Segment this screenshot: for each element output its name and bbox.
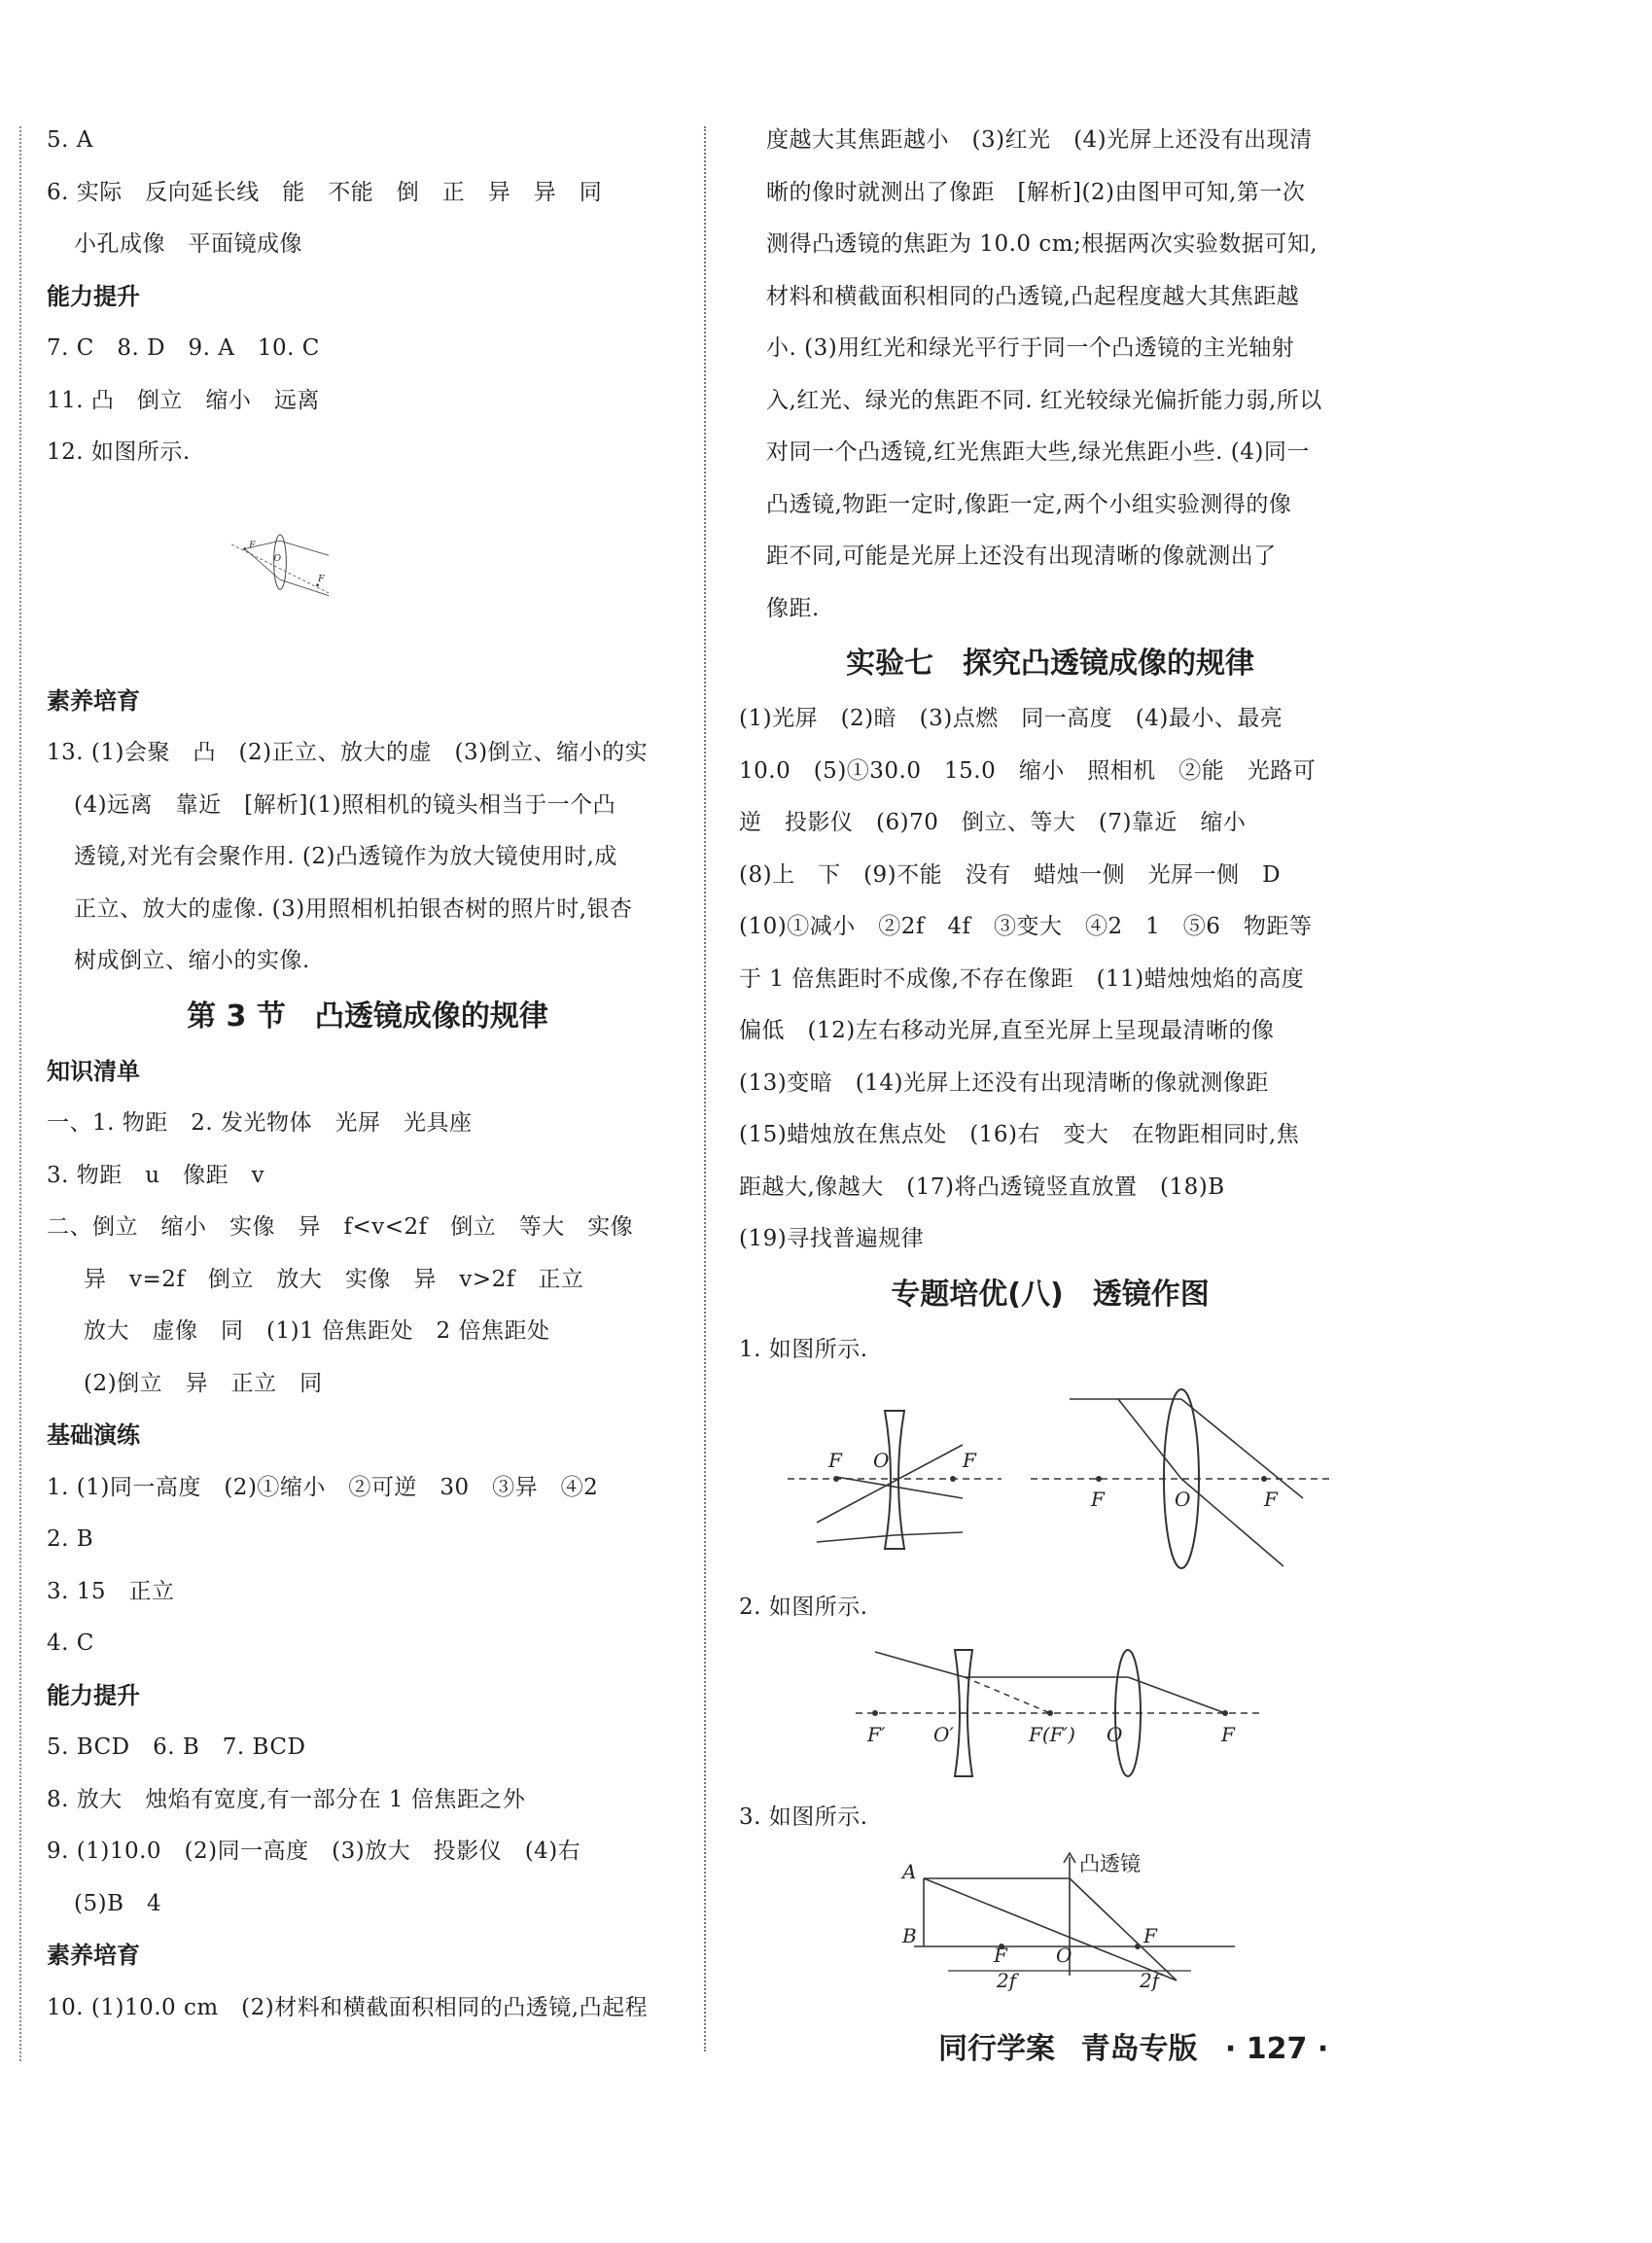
fig1-F-right: F (1091, 1488, 1105, 1511)
column-divider (704, 126, 706, 2051)
answer-line: 异 v=2f 倒立 放大 实像 异 v>2f 正立 (84, 1266, 584, 1292)
answer-line: 于 1 倍焦距时不成像,不存在像距 (11)蜡烛烛焰的高度 (739, 965, 1305, 992)
right-column (739, 115, 1361, 2001)
fig1-F-right2: F (1264, 1488, 1278, 1511)
section-title-3: 第 3 节 凸透镜成像的规律 (187, 999, 548, 1034)
page-footer (938, 2024, 1328, 2067)
fig2-O-label: O (1107, 1722, 1123, 1746)
answer-line: 测得凸透镜的焦距为 10.0 cm;根据两次实验数据可知, (766, 231, 1318, 257)
answer-line: 凸透镜,物距一定时,像距一定,两个小组实验测得的像 (766, 491, 1292, 517)
experiment-7-title: 实验七 探究凸透镜成像的规律 (846, 647, 1254, 681)
section-heading-suyang: 素养培育 (47, 686, 140, 715)
answer-line: 树成倒立、缩小的实像. (74, 948, 310, 973)
answer-line: (1)光屏 (2)暗 (3)点燃 同一高度 (4)最小、最亮 (739, 706, 1283, 731)
answer-line: (15)蜡烛放在焦点处 (16)右 变大 在物距相同时,焦 (739, 1122, 1300, 1147)
figure-q1-lenses (739, 1382, 1342, 1576)
answer-line: 1. 如图所示. (739, 1336, 868, 1362)
answer-line: (5)B 4 (74, 1890, 162, 1916)
answer-line: 像距. (766, 595, 820, 621)
answer-line: (2)倒立 异 正立 同 (84, 1370, 323, 1396)
left-column (47, 115, 688, 2034)
page-number: · 127 · (1224, 2032, 1329, 2066)
answer-line: 9. (1)10.0 (2)同一高度 (3)放大 投影仪 (4)右 (47, 1839, 581, 1864)
answer-line: 对同一个凸透镜,红光焦距大些,绿光焦距小些. (4)同一 (766, 439, 1310, 465)
answer-line: 一、1. 物距 2. 发光物体 光屏 光具座 (47, 1110, 473, 1136)
answer-line: 3. 物距 u 像距 v (47, 1162, 265, 1188)
answer-line: (4)远离 靠近 [解析](1)照相机的镜头相当于一个凸 (74, 791, 616, 818)
fig12-F2-label: F (318, 574, 325, 584)
fig1-O-right: O (1175, 1488, 1191, 1511)
fig2-FFp-label: F(F′) (1029, 1722, 1075, 1746)
answer-line: 11. 凸 倒立 缩小 远离 (47, 387, 320, 413)
fig3-2f-left: 2f (997, 1969, 1017, 1992)
answer-line: (13)变暗 (14)光屏上还没有出现清晰的像就测像距 (739, 1069, 1269, 1096)
answer-line: 放大 虚像 同 (1)1 倍焦距处 2 倍焦距处 (84, 1318, 550, 1344)
answer-line: 小孔成像 平面镜成像 (74, 231, 302, 257)
fig1-F-left: F (828, 1449, 842, 1472)
fig12-O-label: O (273, 553, 282, 564)
answer-line: 5. A (47, 127, 93, 153)
answer-line: 材料和横截面积相同的凸透镜,凸起程度越大其焦距越 (766, 283, 1300, 309)
fig3-lens-label: 凸透镜 (1079, 1852, 1141, 1875)
fig3-A-label: A (902, 1860, 917, 1883)
figure-q2-lens-pair (739, 1640, 1342, 1786)
section-heading-zhishi: 知识清单 (47, 1057, 140, 1085)
footer-brand: 同行学案 (938, 2032, 1055, 2066)
answer-line: 5. BCD 6. B 7. BCD (47, 1735, 306, 1760)
answer-line: 2. B (47, 1526, 94, 1552)
answer-line: 3. 如图所示. (739, 1804, 868, 1830)
answer-line: 入,红光、绿光的焦距不同. 红光较绿光偏折能力弱,所以 (766, 387, 1322, 413)
answer-line: (8)上 下 (9)不能 没有 蜡烛一侧 光屏一侧 D (739, 861, 1282, 888)
fig3-F-left: F (994, 1944, 1007, 1967)
answer-line: 3. 15 正立 (47, 1578, 175, 1604)
answer-line: 2. 如图所示. (739, 1595, 868, 1620)
answer-line: 正立、放大的虚像. (3)用照相机拍银杏树的照片时,银杏 (74, 895, 633, 922)
answer-line: 偏低 (12)左右移动光屏,直至光屏上呈现最清晰的像 (739, 1018, 1275, 1043)
section-heading-nengli: 能力提升 (47, 282, 140, 310)
figure-q12-convex-lens (231, 485, 523, 670)
answer-line: 小. (3)用红光和绿光平行于同一个凸透镜的主光轴射 (766, 335, 1295, 361)
fig3-2f-right: 2f (1140, 1969, 1160, 1992)
figure-q3-object-image (739, 1849, 1342, 1995)
answer-line: 12. 如图所示. (47, 439, 191, 465)
fig1-O-left: O (873, 1449, 890, 1472)
answer-line: 8. 放大 烛焰有宽度,有一部分在 1 倍焦距之外 (47, 1786, 526, 1812)
fig3-O-label: O (1056, 1944, 1072, 1967)
answer-line: 10.0 (5)①30.0 15.0 缩小 照相机 ②能 光路可 (739, 757, 1317, 784)
answer-line: 距不同,可能是光屏上还没有出现清晰的像就测出了 (766, 543, 1277, 569)
answer-line: 10. (1)10.0 cm (2)材料和横截面积相同的凸透镜,凸起程 (47, 1994, 649, 2020)
answer-line: 度越大其焦距越小 (3)红光 (4)光屏上还没有出现清 (766, 127, 1313, 153)
fig2-Op-label: O′ (933, 1722, 954, 1746)
answer-line: (19)寻找普遍规律 (739, 1226, 925, 1251)
answer-line: 1. (1)同一高度 (2)①缩小 ②可逆 30 ③异 ④2 (47, 1474, 599, 1500)
answer-line: 13. (1)会聚 凸 (2)正立、放大的虚 (3)倒立、缩小的实 (47, 740, 649, 765)
answer-line: 4. C (47, 1630, 94, 1656)
footer-edition: 青岛专版 (1080, 2032, 1198, 2066)
fig2-Fp-label: F′ (867, 1722, 886, 1746)
section-heading-jichu: 基础演练 (47, 1421, 140, 1449)
answer-line: 距越大,像越大 (17)将凸透镜竖直放置 (18)B (739, 1174, 1225, 1200)
topic-8-title: 专题培优(八) 透镜作图 (891, 1277, 1210, 1312)
fig12-F1-label: F (249, 541, 256, 551)
answer-line: 二、倒立 缩小 实像 异 f<v<2f 倒立 等大 实像 (47, 1214, 634, 1240)
fig3-F-right: F (1143, 1924, 1157, 1947)
margin-dotted-line (19, 126, 21, 2061)
fig2-F-label: F (1221, 1722, 1235, 1746)
answer-line: (10)①减小 ②2f 4f ③变大 ④2 1 ⑤6 物距等 (739, 914, 1313, 939)
answer-line: 透镜,对光有会聚作用. (2)凸透镜作为放大镜使用时,成 (74, 844, 617, 869)
answer-line: 晰的像时就测出了像距 [解析](2)由图甲可知,第一次 (766, 179, 1306, 205)
answer-line: 逆 投影仪 (6)70 倒立、等大 (7)靠近 缩小 (739, 810, 1247, 835)
fig3-B-label: B (902, 1924, 917, 1947)
section-heading-suyang: 素养培育 (47, 1942, 140, 1969)
answer-line: 6. 实际 反向延长线 能 不能 倒 正 异 异 同 (47, 179, 603, 205)
section-heading-nengli: 能力提升 (47, 1681, 140, 1709)
answer-line: 7. C 8. D 9. A 10. C (47, 335, 320, 361)
fig1-F-left2: F (963, 1449, 976, 1472)
